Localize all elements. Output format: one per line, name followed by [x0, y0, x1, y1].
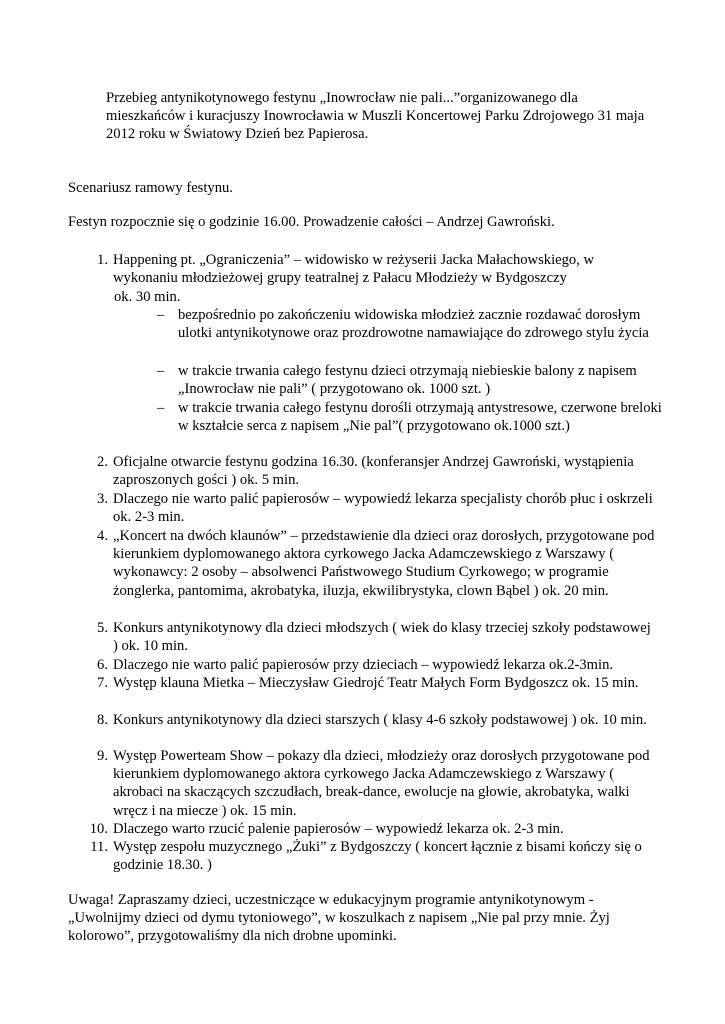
scenario-heading: Scenariusz ramowy festynu.	[68, 180, 233, 196]
item-text: Happening pt. „Ograniczenia” – widowisko w reżyserii Jacka Małachowskiego, w wykonaniu młodzieżowej grupy teatralnej z Pałacu Młodzieży w Bydgoszczy	[113, 252, 595, 287]
list-item	[86, 490, 658, 526]
sub-list-item	[157, 362, 662, 398]
list-item	[86, 820, 658, 838]
item-duration: ok. 30 min.	[114, 289, 181, 305]
item-number: 1.	[97, 252, 108, 268]
list-item	[86, 711, 658, 729]
item-text: Występ klauna Mietka – Mieczysław Giedrojć Teatr Małych Form Bydgoszcz ok. 15 min.	[113, 675, 639, 691]
item-number: 7.	[97, 675, 108, 691]
sub-list-item	[157, 399, 662, 435]
item-text: Występ zespołu muzycznego „Żuki” z Bydgoszczy ( koncert łącznie z bisami kończy się o godzinie 18.30. )	[113, 839, 642, 874]
list-item	[86, 453, 658, 489]
item-number: 11.	[90, 839, 108, 855]
item-text: Dlaczego nie warto palić papierosów – wypowiedź lekarza specjalisty chorób płuc i oskrzeli ok. 2-3 min.	[113, 491, 653, 526]
sub-list-item	[157, 306, 662, 342]
item-number: 8.	[97, 712, 108, 728]
sub-item-text: bezpośrednio po zakończeniu widowiska młodzież zacznie rozdawać dorosłym ulotki antynikotynowe oraz prozdrowotne namawiające do zdrowego stylu życia	[178, 307, 649, 342]
intro-line: Festyn rozpocznie się o godzinie 16.00. Prowadzenie całości – Andrzej Gawroński.	[68, 214, 555, 230]
list-item	[86, 527, 658, 600]
dash-bullet: –	[157, 400, 165, 416]
list-item	[86, 747, 658, 820]
dash-bullet: –	[157, 307, 165, 323]
item-text: Dlaczego nie warto palić papierosów przy dzieciach – wypowiedź lekarza ok.2-3min.	[113, 657, 614, 673]
list-item	[86, 619, 658, 655]
dash-bullet: –	[157, 363, 165, 379]
item-number: 2.	[97, 454, 108, 470]
sub-item-text: w trakcie trwania całego festynu dzieci otrzymają niebieskie balony z napisem „Inowrocław nie pali” ( przygotowano ok. 1000 szt. )	[178, 363, 637, 398]
item-number: 9.	[97, 748, 108, 764]
closing-note: Uwaga! Zapraszamy dzieci, uczestniczące w edukacyjnym programie antynikotynowym - „Uwolnijmy dzieci od dymu tytoniowego”, w koszulkach z napisem „Nie pal przy mnie. Żyj kolorowo”, przygotowaliśmy dla nich drobne upominki.	[68, 892, 610, 945]
list-item	[86, 674, 658, 692]
sub-item-text: w trakcie trwania całego festynu dorośli otrzymają antystresowe, czerwone breloki w kształcie serca z napisem „Nie pal”( przygotowano ok.1000 szt.)	[178, 400, 662, 435]
item-number: 3.	[97, 491, 108, 507]
item-number: 5.	[97, 620, 108, 636]
item-number: 4.	[97, 528, 108, 544]
item-text: Dlaczego warto rzucić palenie papierosów – wypowiedź lekarza ok. 2-3 min.	[113, 821, 564, 837]
item-number: 6.	[97, 657, 108, 673]
list-item	[86, 838, 658, 874]
item-text: „Koncert na dwóch klaunów” – przedstawienie dla dzieci oraz dorosłych, przygotowane pod kierunkiem dyplomowanego aktora cyrkowego Jacka Adamczewskiego z Warszawy ( wykonawcy: 2 osoby – absolwenci Państwowego Studium Cyrkowego; w programie żonglerka, pantomima, akrobatyka, iluzja, ekwilibrystyka, clown Bąbel ) ok. 20 min.	[113, 528, 655, 599]
list-item	[86, 251, 658, 287]
item-text: Konkurs antynikotynowy dla dzieci młodszych ( wiek do klasy trzeciej szkoły podstawowej ) ok. 10 min.	[113, 620, 651, 655]
item-text: Konkurs antynikotynowy dla dzieci starszych ( klasy 4-6 szkoły podstawowej ) ok. 10 min.	[113, 712, 647, 728]
item-text: Oficjalne otwarcie festynu godzina 16.30. (konferansjer Andrzej Gawroński, wystąpienia zaproszonych gości ) ok. 5 min.	[113, 454, 634, 489]
item-text: Występ Powerteam Show – pokazy dla dzieci, młodzieży oraz dorosłych przygotowane pod kierunkiem dyplomowanego aktora cyrkowego Jacka Adamczewskiego z Warszawy ( akrobaci na skaczących szczudłach, break-dance, ewolucje na głowie, akrobatyka, walki wręcz i na miecze ) ok. 15 min.	[113, 748, 650, 819]
item-number: 10.	[89, 821, 108, 837]
document-title: Przebieg antynikotynowego festynu „Inowrocław nie pali...”organizowanego dla mieszkańców i kuracjuszy Inowrocławia w Muszli Koncertowej Parku Zdrojowego 31 maja 2012 roku w Światowy Dzień bez Papierosa.	[106, 90, 645, 143]
list-item	[86, 656, 658, 674]
